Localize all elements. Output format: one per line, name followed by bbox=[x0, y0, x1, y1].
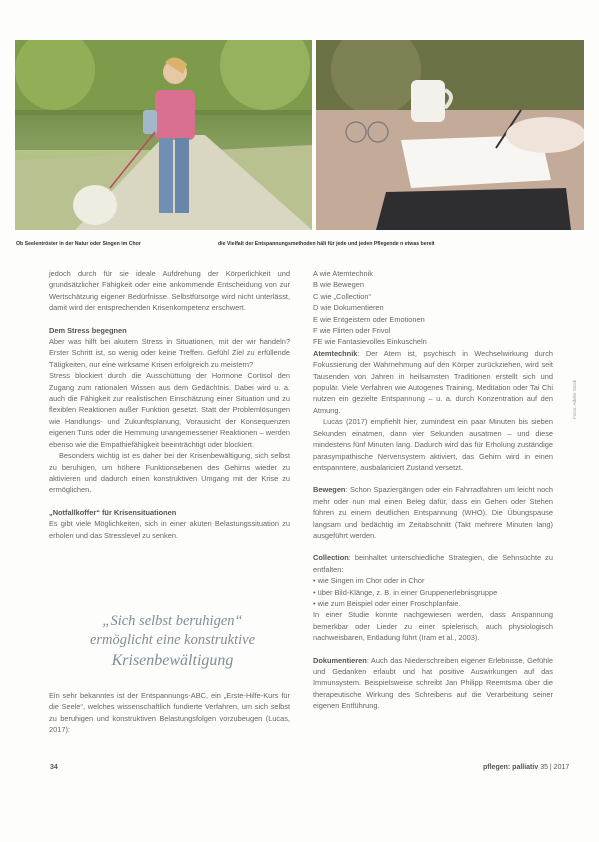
paragraph-bewegen bbox=[313, 484, 553, 541]
paragraph: jedoch durch für sie ideale Aufdrehung der Körperlichkeit und grundsätzlicher Fähigkeit oder eine ankommende Entscheidung von zur Wertschätzung eigener Bedürfnisse. Selbstfürsorge wird nicht unterlässt, damit wird der entsprechenden Krisenkompetenz erschwert. bbox=[49, 269, 290, 313]
paragraph: Aber was hilft bei akutem Stress in Situationen, mit der wir handeln? Erster Schritt ist, so wenig oder keine Treffen. Gefühl Ziel zu erfüllende Tätigkeiten, nur eine wirksame Krisen erfolgreich zu meistern? bbox=[49, 337, 290, 369]
term-label: Collection bbox=[313, 553, 349, 563]
magazine-footer bbox=[483, 764, 569, 771]
term-text: : Auch das Niederschreiben eigener Erlebnisse, Gefühle und Gedanken erlaubt und hat positive Auswirkungen auf das Immunsystem. Beispielsweise schreibt Jan Philipp Reemtsma über die therapeutische Wirkung des Schreibens auf die Verarbeitung seiner eigenen Entführung. bbox=[313, 655, 553, 711]
term-text: : beinhaltet unterschiedliche Strategien, die Sehnsüchte zu entfalten: bbox=[313, 553, 553, 574]
abc-list-item: B wie Bewegen bbox=[313, 280, 364, 290]
paragraph-dokumentieren bbox=[313, 655, 553, 712]
term-label: Dokumentieren bbox=[313, 655, 367, 665]
paragraph-atemtechnik bbox=[313, 348, 553, 416]
right-column bbox=[313, 268, 553, 712]
page-number: 34 bbox=[50, 764, 58, 771]
section-heading: „Notfallkoffer“ für Krisensituationen bbox=[49, 507, 177, 517]
paragraph: Lucas (2017) empfiehlt hier, zumindest ein paar Minuten bis sieben Sekunden einatmen, dann vier Sekunden ausatmen – und diese mindestens fünf Minuten lang. Dadurch wird das für Erholung zuständige parasympathische Nervensystem aktiviert, das Gehirn wird in einen entspanntere, ausbalanciert Zustand versetzt. bbox=[313, 417, 553, 472]
issue-number: 35 | 2017 bbox=[540, 764, 570, 771]
abc-list-item: A wie Atemtechnik bbox=[313, 269, 373, 278]
pull-quote-line: Krisenbewältigung bbox=[111, 652, 234, 669]
bullet-item: • wie zum Beispiel oder einer Froschplanfaie. bbox=[313, 598, 461, 608]
photo-caption-left: Ob Seelentröster in der Natur oder Singen im Chor bbox=[16, 241, 141, 247]
paragraph: Es gibt viele Möglichkeiten, sich in einer akuten Belastungssituation zu erholen und das Stresslevel zu senken. bbox=[49, 519, 290, 540]
photo-writing-notebook bbox=[316, 40, 584, 230]
pull-quote-line: ermöglicht eine konstruktive bbox=[89, 632, 256, 648]
bullet-item: • wie Singen im Chor oder in Chor bbox=[313, 576, 425, 586]
paragraph: Besonders wichtig ist es daher bei der Krisenbewältigung, sich selbst zu beruhigen, um höhere Funktionsebenen des Gehirns wieder zu aktivieren und dadurch einen konstruktiven Umgang mit der Krise zu ermöglichen. bbox=[49, 451, 290, 495]
pull-quote bbox=[55, 612, 290, 671]
photo-caption-right: die Vielfalt der Entspannungsmethoden hält für jede und jeden Pflegende n etwas bereit bbox=[218, 241, 435, 247]
term-label: Atemtechnik bbox=[313, 348, 358, 358]
term-label: Bewegen bbox=[313, 485, 346, 495]
magazine-name: pflegen: palliativ bbox=[483, 764, 539, 771]
paragraph-collection bbox=[313, 552, 553, 575]
abc-list-item: D wie Dokumentieren bbox=[313, 303, 384, 313]
term-text: : Schon Spaziergängen oder ein Fahrradfahren um leicht noch mehr oder nun mal einen Beleg dafür, dass ein Gehen oder Stehen führen zu einem deutlichen Entspannung (WHO). Die Übungspause langsam und bedächtig im Zeitabschnitt (Takt mehrere Minuten lang) ausgeführt werden. bbox=[313, 485, 553, 540]
section-heading: Dem Stress begegnen bbox=[49, 325, 127, 335]
paragraph: Ein sehr bekanntes ist der Entspannungs-ABC, ein „Erste-Hilfe-Kurs für die Seele“, welches wissenschaftlich fundierte Verfahren, um sich selbst zu beruhigen und konstruktiven Belastungsfolgen vorzubeugen (Lucas, 2017): bbox=[49, 691, 290, 735]
pull-quote-line: „Sich selbst beruhigen“ bbox=[102, 613, 243, 629]
abc-list-item: FE wie Fantasievolles Einkuscheln bbox=[313, 337, 427, 347]
photo-woman-walking-dog bbox=[15, 40, 312, 230]
term-text: : Der Atem ist, psychisch in Wechselwirkung durch Fokussierung der Wahrnehmung auf den Körper zurückziehen, wird seit Tausenden von Jahren in heilsamsten Traditionen erstellt sich und populär. Viele Verfahren wie Autogenes Training, Meditation oder Tai Chi nutzen ein gezielte Entspannung – u. a. durch Konzentration auf den Atmung. bbox=[313, 348, 553, 415]
bullet-item: • über Bild-Klänge, z. B. in einer Gruppenerlebnisgruppe bbox=[313, 587, 498, 597]
paragraph: In einer Studie konnte nachgewiesen werden, dass Anspannung bemerkbar oder Lieder zu einer spielerisch, auch physiologisch nachweisbaren, Entladung führt (Iram et al., 2003). bbox=[313, 610, 553, 643]
left-column-bottom bbox=[49, 690, 290, 736]
abc-list-item: C wie „Collection“ bbox=[313, 291, 371, 301]
photo-woman-walking-dog-illustration bbox=[15, 40, 312, 230]
left-column bbox=[49, 268, 290, 541]
photo-writing-notebook-illustration bbox=[316, 40, 584, 230]
abc-list-item: E wie Entgeistern oder Emotionen bbox=[313, 314, 425, 324]
photo-credit: Fotos: Adobe Stock bbox=[572, 380, 577, 420]
paragraph: Stress blockiert durch die Ausschüttung der Hormone Cortisol den Zugang zum rationalen Wissen aus dem Gedächtnis. Dabei wird u. a. auch die Fähigkeit zur realistischen Einschätzung einer Situation und zu flexiblen Reaktionen außer Funktion gesetzt. Statt der Problemlösungen wie Handlungs- und Zukunftsplanung, Vorausicht der Konsequenzen eigenen Tuns oder die Hemmung unangemessener Reaktionen – werden ebenso wie die Empathiefähigkeit beeinträchtigt oder blockiert. bbox=[49, 371, 290, 449]
abc-list-item: F wie Flirten oder Frivol bbox=[313, 326, 391, 336]
